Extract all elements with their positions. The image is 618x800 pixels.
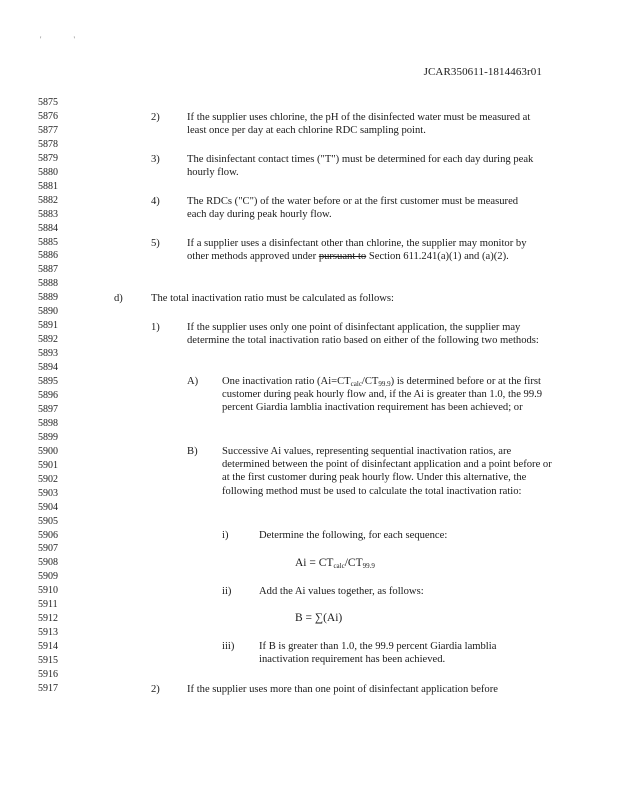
item-label: 1) [151, 322, 160, 333]
item-label: 2) [151, 112, 160, 123]
document-id: JCAR350611-1814463r01 [423, 66, 542, 78]
paragraph-more-points: If the supplier uses more than one point of disinfectant application before [187, 684, 498, 695]
struck-text: pursuant to [318, 251, 367, 263]
line-number: 5894 [38, 362, 58, 374]
item-label: i) [222, 530, 229, 541]
line-number: 5910 [38, 585, 58, 597]
item-label: 5) [151, 238, 160, 249]
line-number: 5912 [38, 613, 58, 625]
line-number: 5897 [38, 403, 58, 415]
line-number: 5891 [38, 320, 58, 332]
line-number: 5893 [38, 348, 58, 360]
line-number: 5908 [38, 557, 58, 569]
line-number: 5884 [38, 222, 58, 234]
item-label: 3) [151, 154, 160, 165]
line-number: 5877 [38, 124, 58, 136]
text-segment: /CT [344, 557, 363, 569]
line-number: 5916 [38, 668, 58, 680]
subscript: 99.9 [378, 380, 391, 388]
line-number: 5901 [38, 459, 58, 471]
subscript: 99.9 [362, 562, 375, 570]
line-number: 5900 [38, 445, 58, 457]
text-segment: Ai = CT [295, 557, 334, 569]
line-number: 5904 [38, 501, 58, 513]
formula-b: B = ∑(Ai) [295, 612, 343, 624]
line-number: 5913 [38, 627, 58, 639]
text-segment: Section 611.241(a)(1) and (a)(2). [368, 251, 509, 263]
item-label: ii) [222, 586, 232, 597]
item-label: A) [187, 376, 199, 387]
line-number: 5892 [38, 334, 58, 346]
line-number: 5906 [38, 529, 58, 541]
item-label: B) [187, 446, 198, 457]
line-number: 5882 [38, 194, 58, 206]
line-number: 5883 [38, 208, 58, 220]
line-number: 5917 [38, 682, 58, 694]
line-number: 5889 [38, 292, 58, 304]
formula-ai [295, 557, 375, 570]
line-number: 5888 [38, 278, 58, 290]
paragraph-ph-measurement: If the supplier uses chlorine, the pH of the disinfected water must be measured at least once per day at each chlorine RDC sampling point. [187, 112, 531, 137]
item-label: 2) [151, 684, 160, 695]
line-number: 5914 [38, 641, 58, 652]
line-number: 5890 [38, 306, 58, 318]
line-number: 5907 [38, 543, 58, 555]
subscript: calc [350, 380, 362, 388]
corner-marks [40, 35, 105, 44]
paragraph-contact-times: The disinfectant contact times ("T") must be determined for each day during peak hourly flow. [187, 154, 534, 179]
section-label: d) [114, 293, 123, 304]
item-label: 4) [151, 196, 160, 207]
line-number: 5911 [38, 599, 58, 611]
paragraph-one-point: If the supplier uses only one point of disinfectant application, the supplier may determine the total inactivation ratio based on either of the following two methods: [187, 322, 539, 347]
line-number: 5898 [38, 417, 58, 429]
text-segment: ) is determined before or at the first customer during peak hourly flow and, if the Ai is greater than 1.0, the 99.9 percent Giardia lamblia inactivation requirement has been achieved; or [222, 376, 543, 414]
paragraph-total-inactivation: The total inactivation ratio must be calculated as follows: [151, 293, 394, 304]
line-number: 5899 [38, 431, 58, 443]
paragraph-result: If B is greater than 1.0, the 99.9 percent Giardia lamblia inactivation requirement has been achieved. [259, 641, 497, 666]
corner-mark: ' [40, 35, 42, 44]
line-number: 5876 [38, 111, 58, 122]
subscript: calc [333, 562, 345, 570]
line-number: 5896 [38, 389, 58, 401]
line-number: 5887 [38, 264, 58, 276]
line-number: 5903 [38, 487, 58, 499]
line-number: 5875 [38, 97, 58, 108]
paragraph-method-b: Successive Ai values, representing sequential inactivation ratios, are determined between the point of disinfectant application and a point before or at the first customer during peak hourly flow. Under this alternative, the following method must be used to calculate the total inactivation ratio: [222, 446, 552, 497]
line-number: 5909 [38, 571, 58, 583]
line-number: 5895 [38, 376, 58, 387]
paragraph-add: Add the Ai values together, as follows: [259, 586, 424, 597]
line-number: 5902 [38, 473, 58, 485]
corner-mark: ' [73, 35, 75, 44]
paragraph-other-disinfectant [187, 237, 537, 263]
paragraph-method-a [222, 375, 552, 415]
paragraph-rdc-measurement: The RDCs ("C") of the water before or at the first customer must be measured each day during peak hourly flow. [187, 196, 519, 221]
line-number: 5881 [38, 180, 58, 192]
line-number: 5879 [38, 152, 58, 164]
text-segment: One inactivation ratio (Ai=CT [222, 376, 351, 387]
text-segment: /CT [361, 376, 379, 387]
paragraph-determine: Determine the following, for each sequence: [259, 530, 448, 541]
line-number: 5878 [38, 138, 58, 150]
line-number: 5885 [38, 236, 58, 248]
line-number: 5915 [38, 655, 58, 666]
line-number: 5886 [38, 250, 58, 262]
line-number: 5880 [38, 166, 58, 178]
line-number: 5905 [38, 515, 58, 527]
text-segment: If a supplier uses a disinfectant other than chlorine, the supplier may monitor by other methods approved under [187, 238, 527, 263]
item-label: iii) [222, 641, 235, 652]
